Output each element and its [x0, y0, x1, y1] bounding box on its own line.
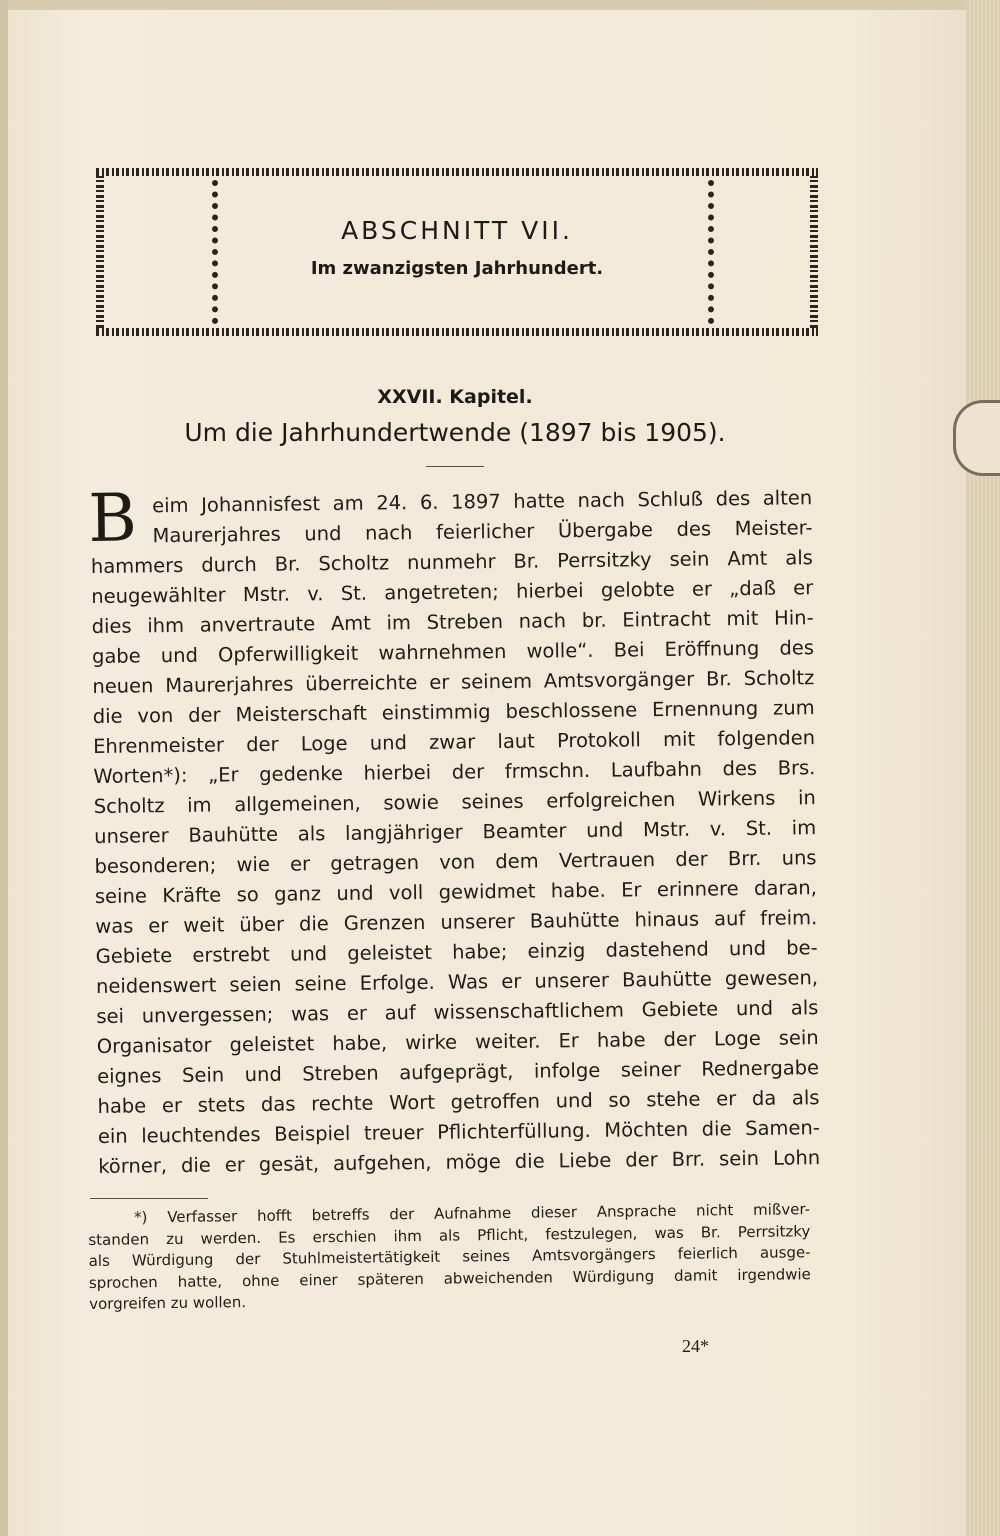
body-line: was er weit über die Grenzen unserer Bauhütte hinaus auf freim.: [95, 906, 818, 938]
chapter-divider: [426, 466, 484, 467]
footnote-line: standen zu werden. Es erschien ihm als Pflicht, festzulegen, was Br. Perrsitzky: [88, 1221, 811, 1249]
page-top-edge: [0, 0, 1000, 10]
drop-cap: B: [87, 479, 138, 558]
body-line: Maurerjahres und nach feierlicher Übergabe des Meister-: [152, 516, 813, 548]
body-paragraph: [87, 479, 821, 1182]
body-line: hammers durch Br. Scholtz nunmehr Br. Perrsitzky sein Amt als: [90, 546, 813, 578]
bookmark-tab: [953, 400, 1000, 476]
body-line: sei unvergessen; was er auf wissenschaftlichem Gebiete und als: [96, 996, 819, 1028]
body-line: körner, die er gesät, aufgehen, möge die Liebe der Brr. sein Lohn: [98, 1146, 821, 1178]
footnote-line: vorgreifen zu wollen.: [89, 1293, 247, 1313]
footnote-rule: [90, 1198, 208, 1199]
body-line: gabe und Opferwilligkeit wahrnehmen wolle“. Bei Eröffnung des: [91, 636, 815, 668]
body-line: eignes Sein und Streben aufgeprägt, infolge seiner Rednergabe: [97, 1056, 820, 1088]
body-line: neidenswert seien seine Erfolge. Was er unserer Bauhütte gewesen,: [95, 966, 819, 998]
page-left-edge: [0, 0, 8, 1536]
body-line: ein leuchtendes Beispiel treuer Pflichterfüllung. Möchten die Samen-: [97, 1116, 820, 1148]
body-line: Organisator geleistet habe, wirke weiter. Er habe der Loge sein: [96, 1026, 819, 1058]
section-header-ornament: [96, 168, 818, 336]
body-line: besonderen; wie er getragen von dem Vertrauen der Brr. uns: [94, 846, 817, 878]
section-subtitle: Im zwanzigsten Jahrhundert.: [310, 258, 604, 279]
chapter-title: Um die Jahrhundertwende (1897 bis 1905).: [184, 418, 726, 447]
body-line: neugewählter Mstr. v. St. angetreten; hierbei gelobte er „daß er: [91, 576, 814, 608]
body-line: Scholtz im allgemeinen, sowie seines erfolgreichen Wirkens in: [93, 786, 816, 818]
body-line: eim Johannisfest am 24. 6. 1897 hatte nach Schluß des alten: [152, 486, 813, 518]
section-title: ABSCHNITT VII.: [341, 216, 573, 245]
chapter-number: XXVII. Kapitel.: [377, 386, 533, 408]
ornament-border-left: [96, 176, 104, 328]
ornament-border-right: [810, 176, 818, 328]
ornament-border-top: [96, 168, 818, 176]
body-line: neuen Maurerjahres überreichte er seinem Amtsvorgänger Br. Scholtz: [92, 666, 815, 698]
body-line: habe er stets das rechte Wort getroffen und so stehe er da als: [97, 1086, 820, 1118]
footnote-line: sprochen hatte, ohne einer späteren abweichenden Würdigung damit irgendwie: [88, 1264, 811, 1292]
page-number: 24*: [682, 1336, 709, 1356]
body-line: Ehrenmeister der Loge und zwar laut Protokoll mit folgenden: [92, 726, 816, 758]
ornament-border-bottom: [96, 328, 818, 336]
body-line: die von der Meisterschaft einstimmig beschlossene Ernennung zum: [92, 696, 815, 728]
footnote-line: als Würdigung der Stuhlmeistertätigkeit seines Amtsvorgängers feierlich ausge-: [88, 1243, 811, 1270]
body-line: Worten*): „Er gedenke hierbei der frmschn. Laufbahn des Brs.: [93, 756, 816, 788]
body-line: unserer Bauhütte als langjähriger Beamter und Mstr. v. St. im: [94, 816, 817, 848]
body-line: seine Kräfte so ganz und voll gewidmet habe. Er erinnere daran,: [94, 876, 818, 908]
footnote: [88, 1199, 811, 1315]
body-line: Gebiete erstrebt und geleistet habe; einzig dastehend und be-: [95, 936, 818, 968]
footnote-line: *) Verfasser hofft betreffs der Aufnahme dieser Ansprache nicht mißver-: [134, 1200, 811, 1227]
body-line: dies ihm anvertraute Amt im Streben nach br. Eintracht mit Hin-: [91, 606, 814, 638]
ornament-inner-frame: [212, 180, 714, 324]
page-stack-edge: [966, 0, 1000, 1536]
